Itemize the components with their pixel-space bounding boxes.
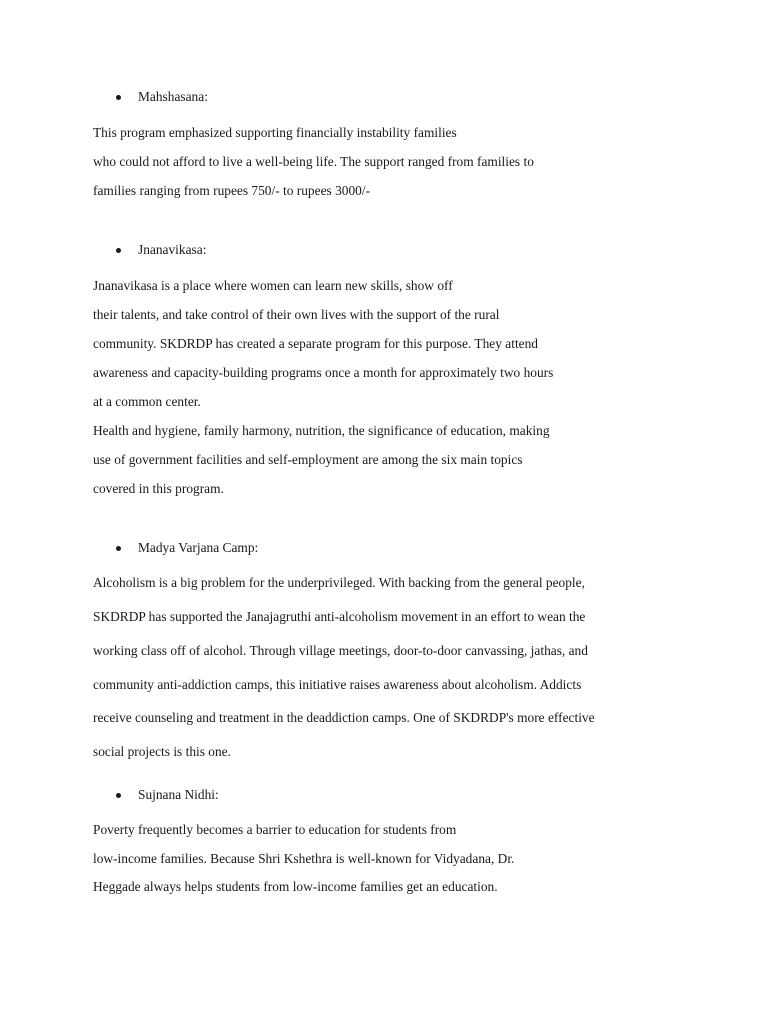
paragraph-line: community. SKDRDP has created a separate program for this purpose. They attend (93, 336, 538, 351)
paragraph-line: receive counseling and treatment in the deaddiction camps. One of SKDRDP's more effective (93, 710, 595, 725)
bullet-icon (116, 546, 121, 551)
section-heading: Mahshasana: (138, 89, 208, 104)
bullet-heading-madya-varjana-camp (116, 540, 258, 556)
bullet-icon (116, 793, 121, 798)
paragraph-line: families ranging from rupees 750/- to rupees 3000/- (93, 183, 371, 198)
paragraph-line: social projects is this one. (93, 744, 231, 759)
paragraph-line: community anti-addiction camps, this initiative raises awareness about alcoholism. Addicts (93, 677, 582, 692)
bullet-heading-mahshasana (116, 89, 208, 105)
paragraph-line: at a common center. (93, 394, 201, 409)
paragraph-line: Health and hygiene, family harmony, nutrition, the significance of education, making (93, 423, 550, 438)
paragraph-line: Poverty frequently becomes a barrier to education for students from (93, 822, 457, 837)
paragraph-line: low-income families. Because Shri Kshethra is well-known for Vidyadana, Dr. (93, 851, 515, 866)
paragraph-line: Alcoholism is a big problem for the underprivileged. With backing from the general people, (93, 575, 585, 590)
paragraph-line: covered in this program. (93, 481, 224, 496)
section-heading: Sujnana Nidhi: (138, 787, 219, 802)
paragraph-line: use of government facilities and self-employment are among the six main topics (93, 452, 523, 467)
paragraph-line: SKDRDP has supported the Janajagruthi anti-alcoholism movement in an effort to wean the (93, 609, 586, 624)
paragraph-line: Heggade always helps students from low-income families get an education. (93, 879, 498, 894)
bullet-icon (116, 95, 121, 100)
paragraph-line: who could not afford to live a well-being life. The support ranged from families to (93, 154, 534, 169)
bullet-icon (116, 248, 121, 253)
section-heading: Jnanavikasa: (138, 242, 207, 257)
paragraph-line: awareness and capacity-building programs once a month for approximately two hours (93, 365, 554, 380)
paragraph-line: their talents, and take control of their own lives with the support of the rural (93, 307, 500, 322)
bullet-heading-sujnana-nidhi (116, 787, 219, 803)
bullet-heading-jnanavikasa (116, 242, 206, 258)
paragraph-line: This program emphasized supporting financially instability families (93, 125, 457, 140)
paragraph-line: Jnanavikasa is a place where women can learn new skills, show off (93, 278, 453, 293)
paragraph-line: working class off of alcohol. Through village meetings, door-to-door canvassing, jathas, and (93, 643, 588, 658)
section-heading: Madya Varjana Camp: (138, 540, 259, 555)
